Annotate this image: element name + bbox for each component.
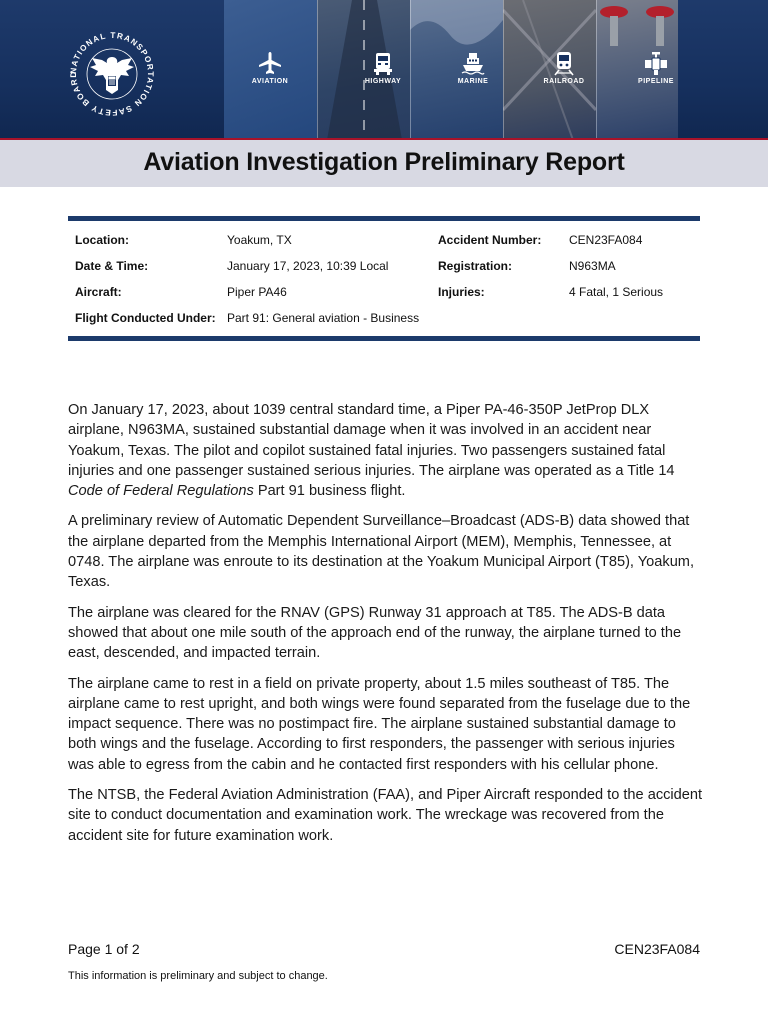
table-bottom-rule — [68, 336, 700, 341]
ntsb-seal-icon — [62, 24, 162, 124]
mode-label-aviation: AVIATION — [251, 78, 289, 85]
registration-label: Registration: — [438, 259, 513, 273]
datetime-value: January 17, 2023, 10:39 Local — [227, 259, 389, 273]
mode-label-railroad: RAILROAD — [543, 78, 585, 85]
mode-label-marine: MARINE — [457, 78, 489, 85]
accident-number-value: CEN23FA084 — [569, 233, 643, 247]
mode-railroad — [534, 50, 594, 85]
transport-mode-strip — [224, 0, 678, 140]
airplane-icon — [257, 50, 283, 76]
paragraph: A preliminary review of Automatic Dependent Surveillance–Broadcast (ADS-B) data showed that the airplane departed from the Memphis International Airport (MEM), Memphis, Tennessee, at 0748. The airplane was enroute to its destination at the Yoakum Municipal Airport (T85), Yoakum, Texas. — [68, 513, 695, 591]
truck-icon — [370, 50, 396, 76]
report-body — [68, 400, 703, 856]
header-banner — [0, 0, 768, 140]
mode-label-highway: HIGHWAY — [364, 78, 402, 85]
page-number: Page 1 of 2 — [68, 941, 140, 957]
report-title: Aviation Investigation Preliminary Report — [143, 148, 625, 176]
mode-label-pipeline: PIPELINE — [638, 78, 674, 85]
aircraft-value: Piper PA46 — [227, 285, 287, 299]
injuries-label: Injuries: — [438, 285, 485, 299]
paragraph: The NTSB, the Federal Aviation Administration (FAA), and Piper Aircraft responded to the accident site to conduct documentation and examination work. The wreckage was recovered from the accident site for future examination work. — [68, 787, 703, 844]
footer-accident-number: CEN23FA084 — [614, 941, 700, 957]
train-icon — [551, 50, 577, 76]
location-value: Yoakum, TX — [227, 233, 292, 247]
flight-conducted-label: Flight Conducted Under: — [75, 311, 216, 325]
mode-aviation — [240, 50, 300, 85]
accident-number-label: Accident Number: — [438, 233, 542, 247]
paragraph: The airplane came to rest in a field on private property, about 1.5 miles southeast of T85. The airplane came to rest upright, and both wings were found separated from the fuselage due to the impact sequence. There was no postimpact fire. The airplane sustained substantial damage to both wings and the fuselage. According to first responders, the passenger with serious injuries was able to egress from the cabin and he contacted first responders with his cellular phone. — [68, 675, 691, 773]
table-top-rule — [68, 216, 700, 221]
paragraph — [68, 400, 703, 501]
aircraft-label: Aircraft: — [75, 285, 122, 299]
ship-icon — [460, 50, 486, 76]
mode-marine — [443, 50, 503, 85]
preliminary-disclaimer: This information is preliminary and subject to change. — [68, 970, 328, 982]
mode-highway — [353, 50, 413, 85]
paragraph: The airplane was cleared for the RNAV (GPS) Runway 31 approach at T85. The ADS-B data showed that about one mile south of the approach end of the runway, the airplane turned to the east, descended, and impacted terrain. — [68, 604, 682, 662]
datetime-label: Date & Time: — [75, 259, 149, 273]
cfr-title-italic: Code of Federal Regulations — [68, 483, 254, 500]
location-label: Location: — [75, 233, 129, 247]
pipeline-valve-icon — [643, 50, 669, 76]
flight-conducted-value: Part 91: General aviation - Business — [227, 311, 420, 325]
registration-value: N963MA — [569, 259, 616, 273]
mode-pipeline — [626, 50, 686, 85]
svg-text:NATIONAL TRANSPORTATION SAFETY: NATIONAL TRANSPORTATION SAFETY BOARD — [68, 30, 156, 118]
injuries-value: 4 Fatal, 1 Serious — [569, 285, 664, 299]
paragraph-text: On January 17, 2023, about 1039 central standard time, a Piper PA-46-350P JetProp DLX airplane, N963MA, sustained substantial damage when it was involved in an accident near Yoakum, Texas. The pilot and copilot sustained fatal injuries. Two passengers sustained fatal injuries and one passenger sustained serious injuries. The airplane was operated as a Title 14 — [68, 402, 675, 479]
paragraph-text: Part 91 business flight. — [253, 483, 406, 500]
